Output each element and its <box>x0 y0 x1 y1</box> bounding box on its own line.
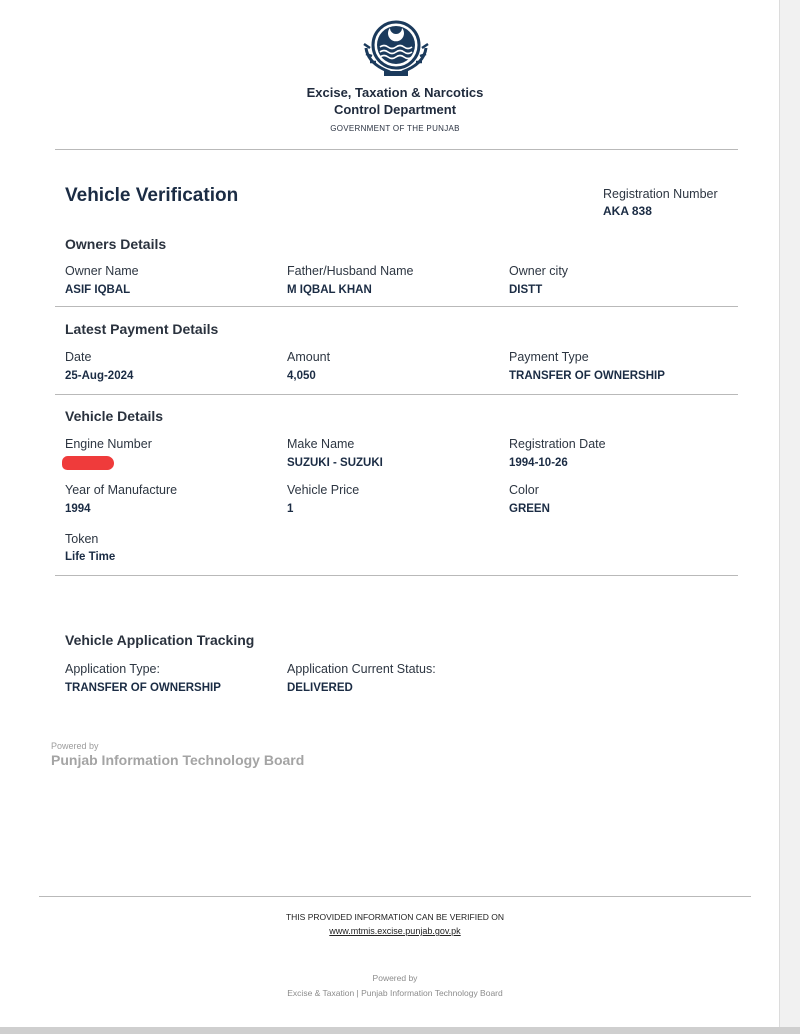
payment-date-value: 25-Aug-2024 <box>65 370 134 382</box>
vehicle-price-value: 1 <box>287 503 294 515</box>
color-value: GREEN <box>509 503 550 515</box>
page-edge-right <box>779 0 800 1034</box>
registration-date-value: 1994-10-26 <box>509 457 568 469</box>
year-of-manufacture-value: 1994 <box>65 503 91 515</box>
application-status-value: DELIVERED <box>287 682 353 694</box>
department-name-line1: Excise, Taxation & Narcotics <box>306 85 484 100</box>
father-name-value: M IQBAL KHAN <box>287 284 372 296</box>
owners-divider <box>55 306 738 307</box>
token-label: Token <box>65 532 99 546</box>
payment-type-label: Payment Type <box>509 350 589 364</box>
registration-date-label: Registration Date <box>509 437 606 451</box>
header-divider <box>55 149 738 150</box>
payment-details-title: Latest Payment Details <box>65 321 219 337</box>
application-type-value: TRANSFER OF OWNERSHIP <box>65 682 221 694</box>
application-status-label: Application Current Status: <box>287 662 436 676</box>
department-name-line2: Control Department <box>333 102 457 117</box>
registration-number-value: AKA 838 <box>603 204 652 218</box>
vehicle-price-label: Vehicle Price <box>287 483 360 497</box>
page-title: Vehicle Verification <box>65 185 239 206</box>
tracking-title: Vehicle Application Tracking <box>65 632 255 648</box>
powered-by-label: Powered by <box>51 741 99 751</box>
owners-details-title: Owners Details <box>65 236 167 252</box>
payment-amount-label: Amount <box>287 350 331 364</box>
owner-city-label: Owner city <box>509 264 569 278</box>
engine-number-label: Engine Number <box>65 437 152 451</box>
owner-name-label: Owner Name <box>65 264 139 278</box>
color-label: Color <box>509 483 539 497</box>
make-name-label: Make Name <box>287 437 355 451</box>
year-of-manufacture-label: Year of Manufacture <box>65 483 178 497</box>
owner-city-value: DISTT <box>509 284 543 296</box>
verification-link[interactable]: www.mtmis.excise.punjab.gov.pk <box>329 926 461 936</box>
powered-by-org: Punjab Information Technology Board <box>51 752 305 768</box>
father-name-label: Father/Husband Name <box>287 264 414 278</box>
punjab-emblem-icon <box>360 18 432 80</box>
payment-type-value: TRANSFER OF OWNERSHIP <box>509 370 665 382</box>
payment-amount-value: 4,050 <box>287 370 316 382</box>
registration-number-label: Registration Number <box>603 187 718 201</box>
footer-divider <box>39 896 751 897</box>
payment-divider <box>55 394 738 395</box>
engine-number-redaction <box>62 456 114 470</box>
payment-date-label: Date <box>65 350 92 364</box>
vehicle-details-title: Vehicle Details <box>65 408 164 424</box>
owner-name-value: ASIF IQBAL <box>65 284 131 296</box>
footer-organization: Excise & Taxation | Punjab Information Technology Board <box>287 988 503 998</box>
footer-powered-by: Powered by <box>372 973 418 983</box>
application-type-label: Application Type: <box>65 662 160 676</box>
government-label: GOVERNMENT OF THE PUNJAB <box>330 124 460 133</box>
token-value: Life Time <box>65 551 116 563</box>
make-name-value: SUZUKI - SUZUKI <box>287 457 383 469</box>
verification-note: THIS PROVIDED INFORMATION CAN BE VERIFIED ON <box>285 912 505 922</box>
vehicle-divider <box>55 575 738 576</box>
page-edge-bottom <box>0 1027 800 1034</box>
